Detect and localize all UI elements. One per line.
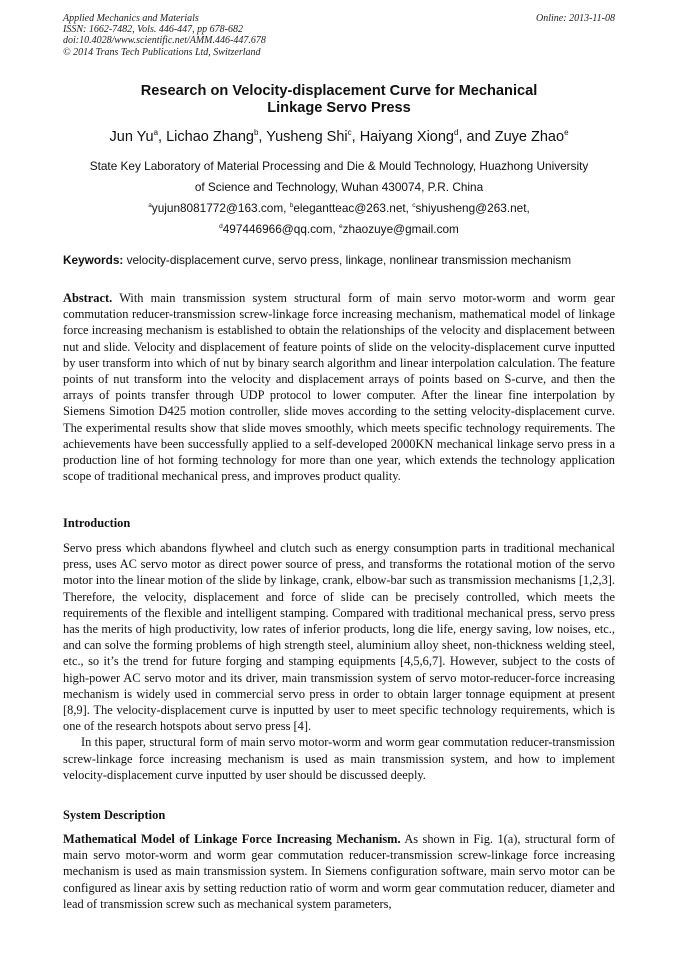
doi-line: doi:10.4028/www.scientific.net/AMM.446-447.678 bbox=[63, 35, 266, 47]
abstract bbox=[63, 290, 615, 484]
keywords-text: velocity-displacement curve, servo press, linkage, nonlinear transmission mechanism bbox=[123, 253, 572, 267]
email-mark: b bbox=[289, 202, 294, 210]
abstract-text: With main transmission system structural form of main servo motor-worm and worm gear commutation reducer-transmission screw-linkage force increasing mechanism, mathematical model of linkage force increasing mechanism is established to obtain the relationships of the velocity and displacement between nut and slide. Velocity and displacement of feature points of slide on the velocity-displacement curve inputted by user transform into which of nut by binary search algorithm and linear interpolation calculation. The feature points of nut transform into the velocity and displacement arrays of points based on S-curve, and then the arrays of points transfer through UDP protocol to lower computer. After the linear fine interpolation by Siemens Simotion D425 motion controller, slide moves according to the setting velocity-displacement curve. The experimental results show that slide moves smoothly, which meets specific technology requirements. The achievements have been successfully applied to a self-developed 2000KN mechanical linkage servo press in a production line of hot forming technology for more than one year, which extends the technology application scope of traditional mechanical press, and improves product quality. bbox=[63, 291, 615, 484]
author-separator: , bbox=[158, 129, 167, 145]
online-date: Online: 2013-11-08 bbox=[536, 13, 615, 24]
keywords-label: Keywords: bbox=[63, 253, 124, 267]
email-line-1: $^a$yujun8081772@163.com, $^b$elegantteac@263.net, $^c$shiyusheng@263.net, bbox=[148, 201, 530, 215]
author-separator: , and bbox=[458, 129, 495, 145]
author-name: Yusheng Shi bbox=[266, 129, 348, 145]
math-model-paragraph bbox=[63, 831, 615, 912]
journal-name: Applied Mechanics and Materials bbox=[63, 13, 199, 24]
email-address: 497446966@qq.com bbox=[222, 222, 333, 236]
author-name: Lichao Zhang bbox=[166, 129, 254, 145]
email-address: zhaozuye@gmail.com bbox=[342, 222, 459, 236]
title-line-1: Research on Velocity-displacement Curve for Mechanical bbox=[140, 83, 538, 99]
author-emails bbox=[63, 198, 615, 240]
introduction-body bbox=[63, 540, 615, 783]
author-mark: b bbox=[253, 128, 259, 138]
math-model-text: As shown in Fig. 1(a), structural form of main servo motor-worm and worm gear commutation reducer-transmission screw-linkage force increasing mechanism is used as main transmission system. In Siemens configuration software, main servo motor can be configured as linear axis by setting reduction ratio of worm and worm gear commutation reducer, diameter and lead of transmission screw such as mechanical system parameters, bbox=[63, 832, 615, 911]
affiliation-line-1: State Key Laboratory of Material Processing and Die & Mould Technology, Huazhong University bbox=[89, 159, 589, 173]
email-mark: c bbox=[412, 202, 416, 210]
system-description-heading: System Description bbox=[63, 808, 166, 822]
author-mark: e bbox=[564, 128, 569, 138]
keywords bbox=[63, 252, 615, 268]
intro-heading: Introduction bbox=[63, 516, 131, 530]
issn-line: ISSN: 1662-7482, Vols. 446-447, pp 678-682 bbox=[63, 24, 243, 36]
author-separator: , bbox=[351, 129, 360, 145]
intro-paragraph-1: Servo press which abandons flywheel and clutch such as energy consumption parts in traditional mechanical press, uses AC servo motor as direct power source of press, and transforms the rotational motion of the servo motor into the linear motion of the slide by linkage, crank, elbow-bar such as transmission mechanisms [1,2,3]. Therefore, the velocity, displacement and force of slide can be precisely controlled, which meets the requirements of the flexible and intelligent stamping. Compared with traditional mechanical press, servo press has the merits of high productivity, low rates of inferior products, long die life, energy saving, low noises, etc., and can solve the forming problems of high strength steel, aluminium alloy sheet, non-thickness welding steel, etc., so it’s the trend for future forging and stamping equipments [4,5,6,7]. However, subject to the costs of high-power AC servo motor and its driver, main transmission system of servo motor-reducer-force increasing mechanism is widely used in commercial servo press in order to obtain larger tonnage equipment at present [8,9]. The velocity-displacement curve is inputted by user to meet specific technology requirements, which is one of the research hotspots about servo press [4]. bbox=[63, 541, 615, 734]
email-address: elegantteac@263.net bbox=[293, 201, 406, 215]
author-list bbox=[63, 128, 615, 146]
abstract-label: Abstract. bbox=[63, 291, 113, 305]
email-mark: d bbox=[219, 223, 223, 231]
author-mark: d bbox=[454, 128, 459, 138]
affiliation-line-2: of Science and Technology, Wuhan 430074, P.R. China bbox=[194, 180, 484, 194]
author-name: Zuye Zhao bbox=[494, 129, 565, 145]
title-line-2: Linkage Servo Press bbox=[267, 100, 411, 116]
author-mark: a bbox=[153, 128, 159, 138]
journal-meta bbox=[63, 13, 266, 58]
email-mark: a bbox=[148, 202, 152, 210]
copyright-line: © 2014 Trans Tech Publications Ltd, Switzerland bbox=[63, 46, 261, 58]
author-name: Haiyang Xiong bbox=[359, 129, 455, 145]
author-name: Jun Yu bbox=[109, 129, 154, 145]
email-mark: e bbox=[339, 223, 343, 231]
author-separator: , bbox=[258, 129, 267, 145]
math-model-label: Mathematical Model of Linkage Force Increasing Mechanism. bbox=[63, 832, 401, 846]
affiliation bbox=[63, 156, 615, 198]
intro-paragraph-2: In this paper, structural form of main servo motor-worm and worm gear commutation reducer-transmission screw-linkage force increasing mechanism is used as main transmission system, and how to implement velocity-displacement curve inputted by user should be discussed deeply. bbox=[63, 735, 615, 782]
author-mark: c bbox=[347, 128, 352, 138]
paper-title bbox=[63, 83, 615, 117]
email-line-2: $^d$497446966@qq.com, $^e$zhaozuye@gmail.com bbox=[219, 222, 459, 236]
email-address: yujun8081772@163.com bbox=[151, 201, 284, 215]
email-address: shiyusheng@263.net bbox=[415, 201, 527, 215]
